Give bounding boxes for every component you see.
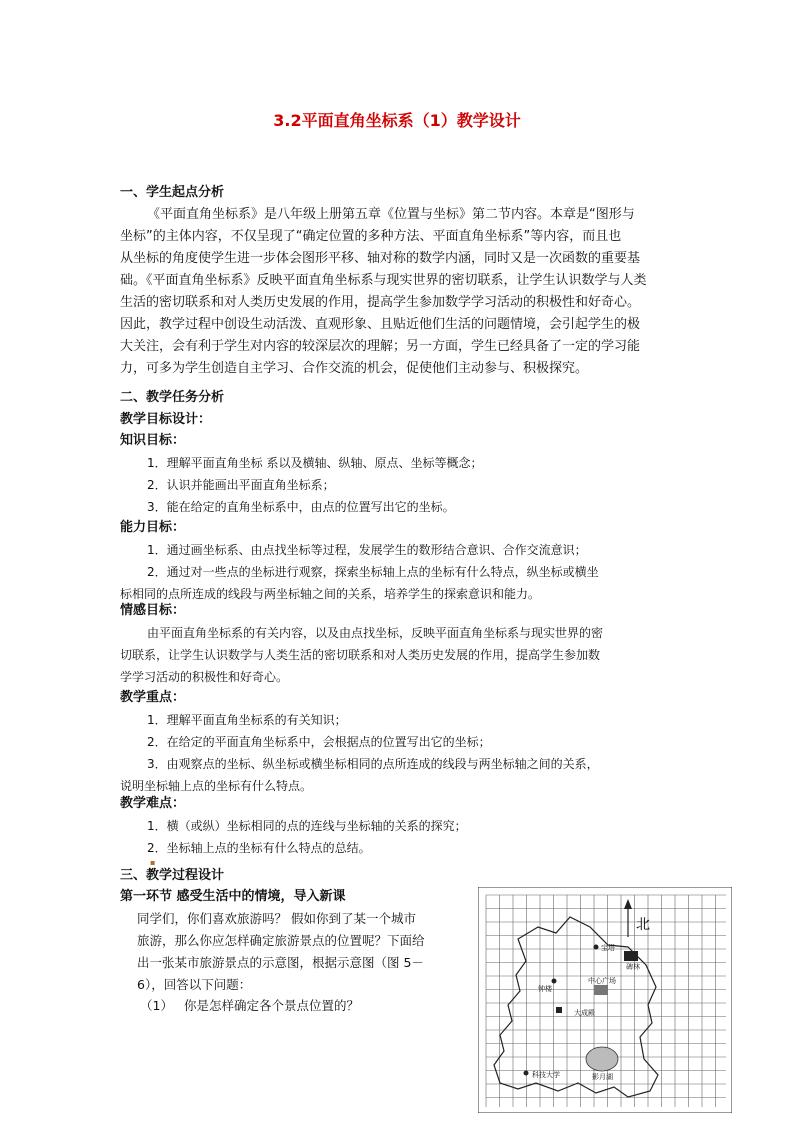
- forest-label: 碑林: [626, 963, 640, 971]
- s1-line-5: 生活的密切联系和对人类历史发展的作用，提高学生参加数学学习活动的积极性和好奇心。: [120, 295, 641, 310]
- s1-line-1: 《平面直角坐标系》是八年级上册第五章《位置与坐标》第二节内容。本章是“图形与: [147, 207, 635, 222]
- plaza-marker: [594, 985, 608, 995]
- emotion-line-1: 由平面直角坐标系的有关内容，以及由点找坐标，反映平面直角坐标系与现实世界的密: [147, 626, 604, 640]
- knowledge-goal-label: 知识目标：: [120, 433, 186, 448]
- plaza-label: 中心广场: [588, 977, 616, 985]
- key-item-1: 1．理解平面直角坐标系的有关知识；: [147, 713, 347, 727]
- ability-item-2-cont: 标相同的点所连成的线段与两坐标轴之间的关系，培养学生的探索意识和能力。: [120, 587, 541, 601]
- goal-design-label: 教学目标设计：: [120, 412, 212, 427]
- s1-line-7: 大关注，会有利于学生对内容的较深层次的理解；另一方面，学生已经具备了一定的学习能: [120, 339, 641, 354]
- forest-marker: [624, 951, 638, 961]
- bell-marker: [552, 979, 557, 984]
- s3-line-1: 同学们，你们喜欢旅游吗？ 假如你到了某一个城市: [137, 911, 416, 926]
- emotion-line-2: 切联系，让学生认识数学与人类生活的密切联系和对人类历史发展的作用，提高学生参加数: [120, 648, 601, 662]
- difficult-points-label: 教学难点：: [120, 796, 186, 811]
- lake-shape: [586, 1047, 618, 1071]
- key-item-3: 3．由观察点的坐标、纵坐标或横坐标相同的点所连成的线段与两坐标轴之间的关系，: [147, 757, 599, 771]
- knowledge-item-3: 3．能在给定的直角坐标系中，由点的位置写出它的坐标。: [147, 500, 455, 514]
- lake-label: 影月湖: [592, 1073, 613, 1081]
- tourist-map-figure: [478, 887, 732, 1113]
- ability-goal-label: 能力目标：: [120, 520, 186, 535]
- step-1-title: 第一环节 感受生活中的情境，导入新课: [120, 889, 346, 904]
- ability-item-2: 2．通过对一些点的坐标进行观察，探索坐标轴上点的坐标有什么特点，纵坐标或横坐: [147, 565, 599, 579]
- s1-line-6: 因此，教学过程中创设生动活泼、直观形象、且贴近他们生活的问题情境，会引起学生的极: [120, 317, 641, 332]
- section-2-heading: 二、教学任务分析: [120, 390, 225, 405]
- question-1: 你是怎样确定各个景点位置的？: [184, 998, 360, 1013]
- difficult-item-2: 2．坐标轴上点的坐标有什么特点的总结。: [147, 841, 371, 855]
- s3-line-2: 旅游，那么你应怎样确定旅游景点的位置呢？下面给: [137, 933, 425, 948]
- difficult-item-1: 1．横（或纵）坐标相同的点的连线与坐标轴的关系的探究；: [147, 819, 467, 833]
- emotion-goal-label: 情感目标：: [120, 603, 186, 618]
- univ-label: 科技大学: [532, 1071, 560, 1079]
- tower-marker: [594, 945, 599, 950]
- s1-line-3: 从坐标的角度使学生进一步体会图形平移、轴对称的数学内涵，同时又是一次函数的重要基: [120, 251, 641, 266]
- univ-marker: [524, 1071, 529, 1076]
- s1-line-4: 础。《平面直角坐标系》反映平面直角坐标系与现实世界的密切联系，让学生认识数学与人类: [120, 273, 647, 288]
- hall-marker: [556, 1007, 562, 1013]
- emotion-line-3: 学学习活动的积极性和好奇心。: [120, 670, 289, 684]
- s1-line-8: 力，可多为学生创造自主学习、合作交流的机会，促使他们主动参与、积极探究。: [120, 361, 589, 376]
- section-3-heading: 三、教学过程设计: [120, 868, 225, 883]
- knowledge-item-2: 2．认识并能画出平面直角坐标系；: [147, 478, 335, 492]
- bell-label: 钟楼: [538, 985, 552, 993]
- document-title: 3.2平面直角坐标系（1）教学设计: [273, 111, 521, 130]
- question-1-number: （1）: [140, 998, 173, 1013]
- key-item-2: 2．在给定的平面直角坐标系中，会根据点的位置写出它的坐标；: [147, 735, 491, 749]
- knowledge-item-1: 1．理解平面直角坐标 系以及横轴、纵轴、原点、坐标等概念；: [147, 456, 483, 470]
- stray-mark: ▪: [150, 858, 156, 867]
- key-points-label: 教学重点：: [120, 690, 186, 705]
- s1-line-2: 坐标”的主体内容，不仅呈现了“确定位置的多种方法、平面直角坐标系”等内容，而且也: [120, 229, 622, 244]
- s3-line-4: 6），回答以下问题：: [137, 977, 252, 992]
- north-label: 北: [636, 917, 650, 933]
- tower-label: 宝塔: [601, 944, 615, 952]
- hall-label: 大成殿: [574, 1009, 595, 1017]
- s3-line-3: 出一张某市旅游景点的示意图，根据示意图（图 5－: [137, 955, 424, 970]
- key-item-3-cont: 说明坐标轴上点的坐标有什么特点。: [120, 779, 313, 793]
- section-1-heading: 一、学生起点分析: [120, 185, 225, 200]
- ability-item-1: 1．通过画坐标系、由点找坐标等过程，发展学生的数形结合意识、合作交流意识；: [147, 543, 587, 557]
